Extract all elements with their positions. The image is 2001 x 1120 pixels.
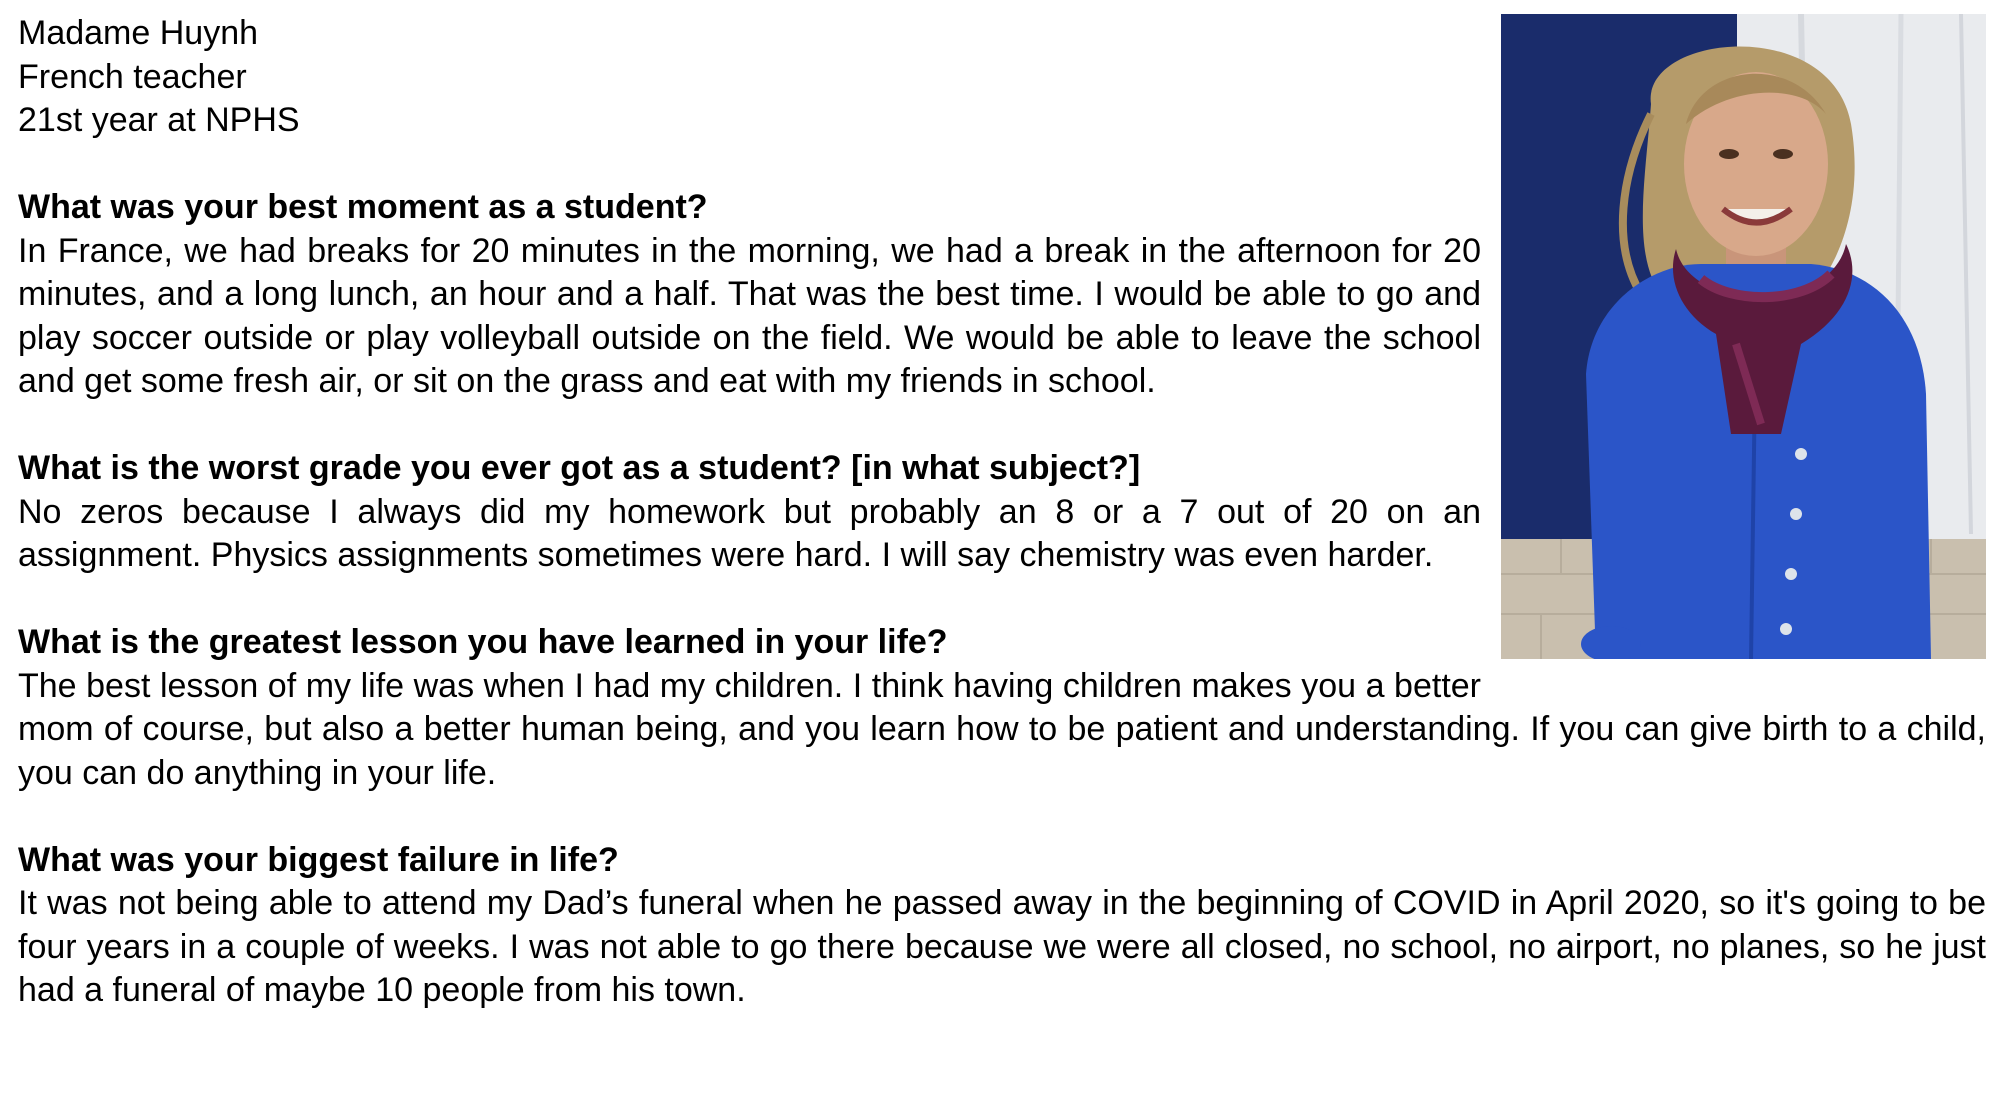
- portrait-illustration: [1501, 14, 1986, 659]
- answer-paragraph: No zeros because I always did my homework but probably an 8 or a 7 out of 20 on an assignment. Physics assignments sometimes were hard. I will say chemistry was even harder.: [18, 492, 1481, 574]
- teacher-tenure: 21st year at NPHS: [18, 101, 300, 139]
- answer-paragraph: It was not being able to attend my Dad’s funeral when he passed away in the beginning of COVID in April 2020, so it's going to be four years in a couple of weeks. I was not able to go there because we were all closed, no school, no airport, no planes, so he just had a funeral of maybe 10 people from his town.: [18, 884, 1986, 1009]
- question-heading: What is the greatest lesson you have learned in your life?: [18, 623, 948, 661]
- answer-paragraph: In France, we had breaks for 20 minutes in the morning, we had a break in the afternoon for 20 minutes, and a long lunch, an hour and a half. That was the best time. I would be able to go and play soccer outside or play volleyball outside on the field. We would be able to leave the school and get some fresh air, or sit on the grass and eat with my friends in school.: [18, 231, 1481, 400]
- question-heading: What was your best moment as a student?: [18, 188, 708, 226]
- teacher-role: French teacher: [18, 57, 247, 96]
- qa-block-biggest-failure: [18, 839, 1986, 1013]
- answer-paragraph: The best lesson of my life was when I had my children. I think having children makes you a better mom of course, but also a better human being, and you learn how to be patient and understanding. If you can give birth to a child, you can do anything in your life.: [18, 666, 1986, 792]
- teacher-portrait-photo: [1501, 14, 1986, 659]
- teacher-name: Madame Huynh: [18, 14, 259, 52]
- question-heading: What was your biggest failure in life?: [18, 840, 619, 879]
- interview-document: [18, 12, 1986, 1013]
- question-heading: What is the worst grade you ever got as a student? [in what subject?]: [18, 449, 1141, 487]
